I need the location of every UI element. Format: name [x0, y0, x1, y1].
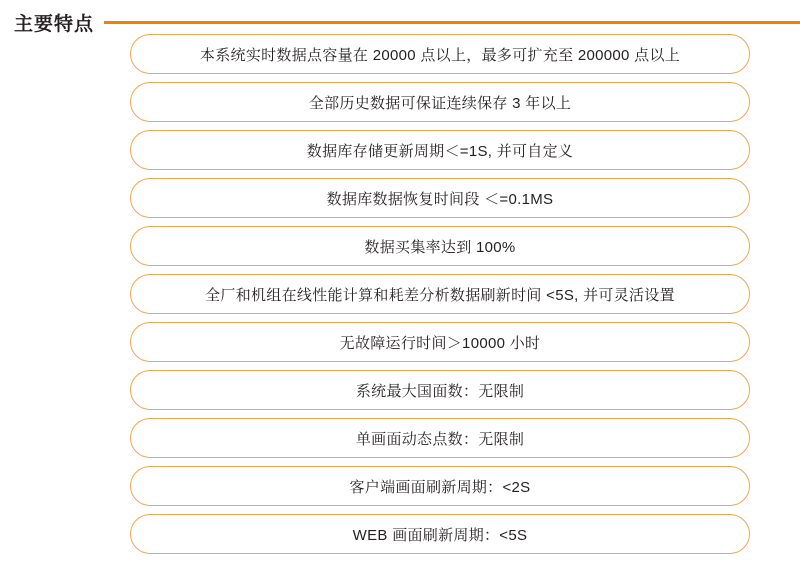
list-item-label: 数据库存储更新周期＜=1S, 并可自定义 [306, 142, 574, 160]
page-title: 主要特点 [14, 13, 95, 35]
list-item [130, 226, 750, 266]
section-header [0, 0, 800, 34]
list-item [130, 274, 750, 314]
list-item [130, 130, 750, 170]
list-item-label: 本系统实时数据点容量在 20000 点以上，最多可扩充至 200000 点以上 [199, 46, 681, 64]
list-item [130, 466, 750, 506]
list-item [130, 82, 750, 122]
list-item-label: 客户端画面刷新周期：<2S [349, 478, 531, 496]
list-item [130, 418, 750, 458]
header-divider-line [104, 21, 800, 24]
list-item [130, 514, 750, 554]
list-item-label: 数据买集率达到 100% [364, 238, 516, 256]
list-item-label: WEB 画面刷新周期：<5S [352, 526, 528, 544]
list-item-label: 数据库数据恢复时间段 ＜=0.1MS [326, 190, 554, 208]
list-item [130, 34, 750, 74]
feature-list [130, 34, 750, 562]
list-item-label: 全厂和机组在线性能计算和耗差分析数据刷新时间 <5S, 并可灵活设置 [205, 286, 675, 304]
list-item-label: 全部历史数据可保证连续保存 3 年以上 [308, 94, 572, 112]
list-item [130, 370, 750, 410]
list-item-label: 单画面动态点数：无限制 [355, 430, 525, 448]
list-item-label: 系统最大国面数：无限制 [355, 382, 525, 400]
list-item-label: 无故障运行时间＞10000 小时 [339, 334, 541, 352]
list-item [130, 178, 750, 218]
list-item [130, 322, 750, 362]
